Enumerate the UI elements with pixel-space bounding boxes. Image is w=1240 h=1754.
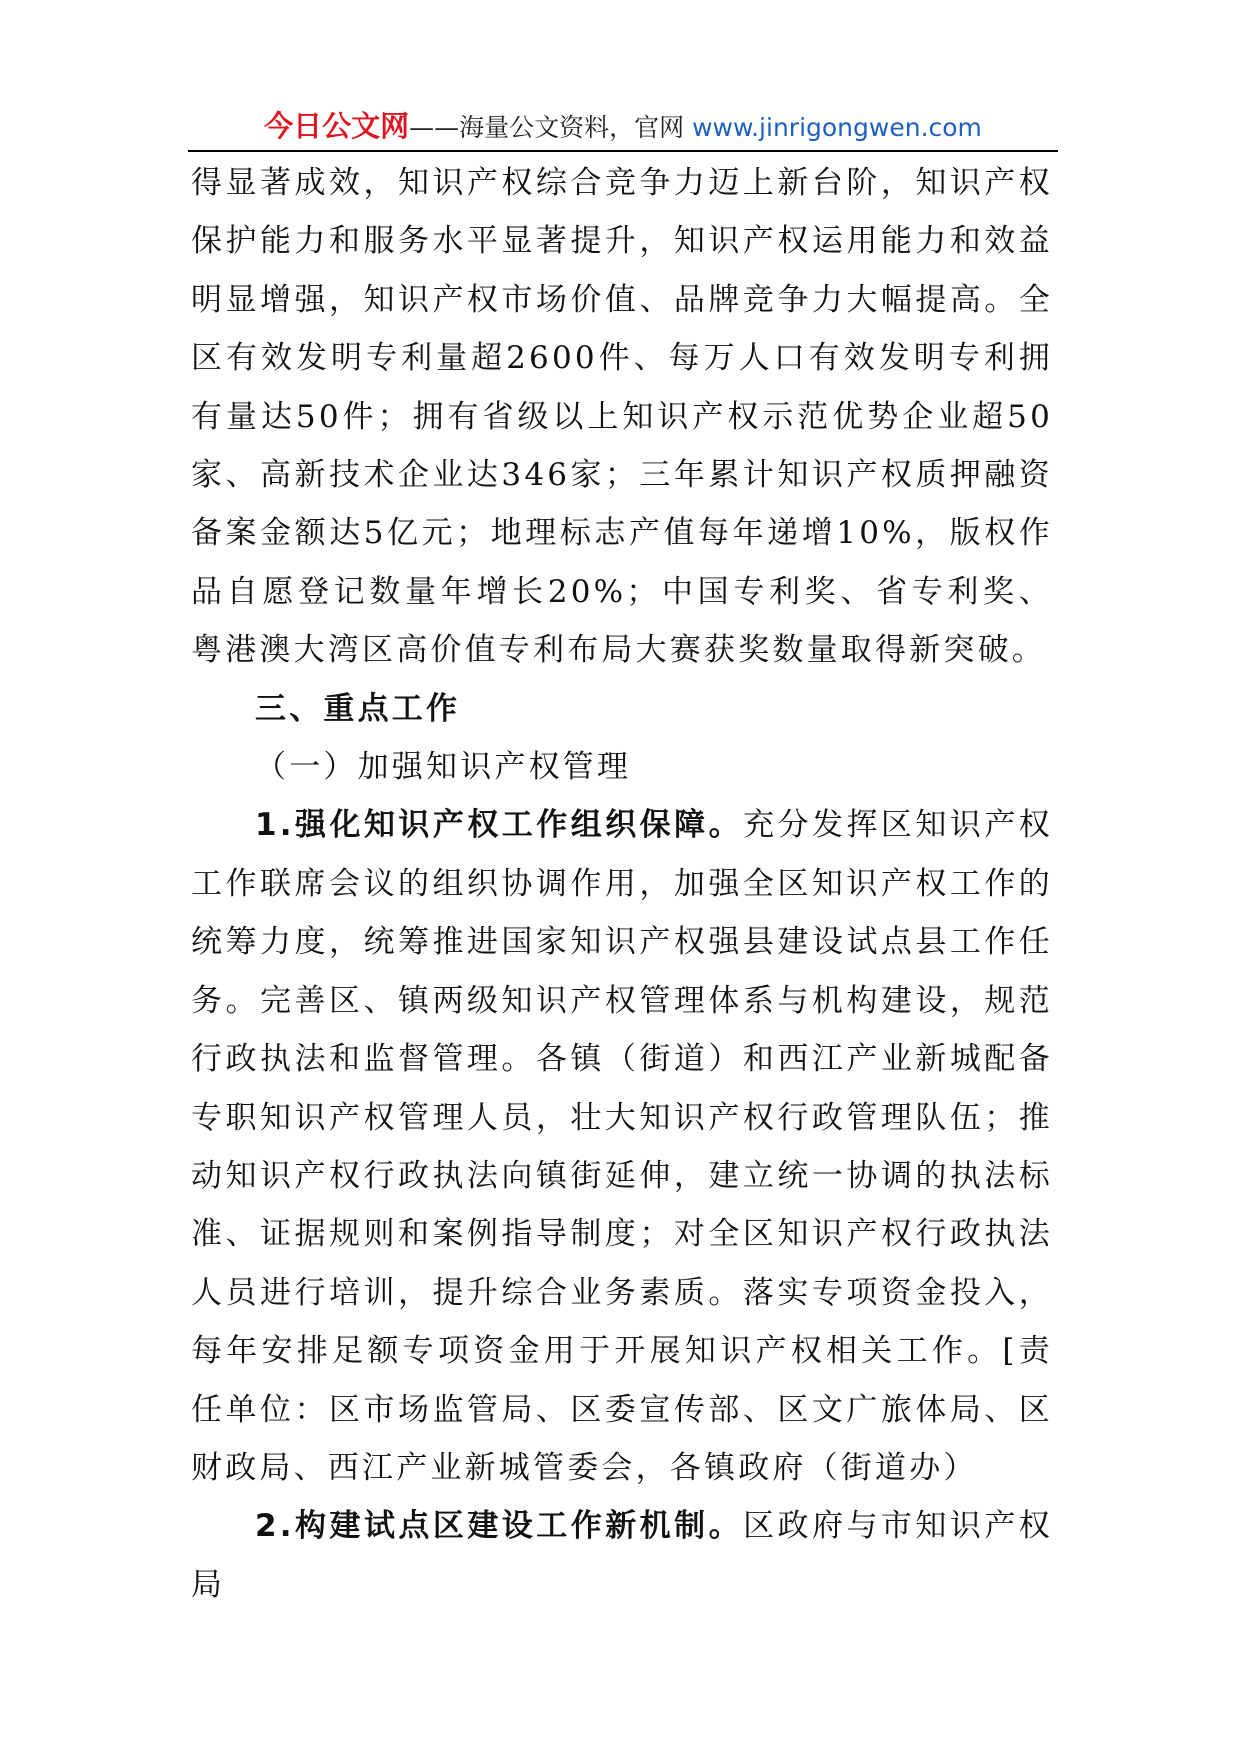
document-body [191,154,1053,1614]
header-divider [188,150,1058,152]
header-site-link[interactable]: www.jinrigongwen.com [692,113,982,142]
item-2-title: 2.构建试点区建设工作新机制。 [255,1508,744,1545]
section-heading: 三、重点工作 [255,690,461,727]
item-1-title: 1.强化知识产权工作组织保障。 [255,807,744,844]
header-tagline: ——海量公文资料，官网 [409,113,693,142]
page-header [188,106,1058,150]
item-2-body: 区政府与市知识产权局 [191,1508,1053,1603]
item-2 [191,1497,1053,1614]
paragraph-continued: 得显著成效，知识产权综合竞争力迈上新台阶，知识产权保护能力和服务水平显著提升，知识产权运用能力和效益明显增强，知识产权市场价值、品牌竞争力大幅提高。全区有效发明专利量超2600件、每万人口有效发明专利拥有量达50件；拥有省级以上知识产权示范优势企业超50家、高新技术企业达346家；三年累计知识产权质押融资备案金额达5亿元；地理标志产值每年递增10%，版权作品自愿登记数量年增长20%；中国专利奖、省专利奖、粤港澳大湾区高价值专利布局大赛获奖数量取得新突破。 [191,165,1053,669]
item-1 [191,796,1053,1497]
item-1-body: 充分发挥区知识产权工作联席会议的组织协调作用，加强全区知识产权工作的统筹力度，统筹推进国家知识产权强县建设试点县工作任务。完善区、镇两级知识产权管理体系与机构建设，规范行政执法和监督管理。各镇（街道）和西江产业新城配备专职知识产权管理人员，壮大知识产权行政管理队伍；推动知识产权行政执法向镇街延伸，建立统一协调的执法标准、证据规则和案例指导制度；对全区知识产权行政执法人员进行培训，提升综合业务素质。落实专项资金投入，每年安排足额专项资金用于开展知识产权相关工作。[责任单位：区市场监管局、区委宣传部、区文广旅体局、区财政局、西江产业新城管委会，各镇政府（街道办） [191,807,1053,1486]
subsection-heading: （一）加强知识产权管理 [255,749,632,786]
header-brand: 今日公文网 [264,109,410,143]
